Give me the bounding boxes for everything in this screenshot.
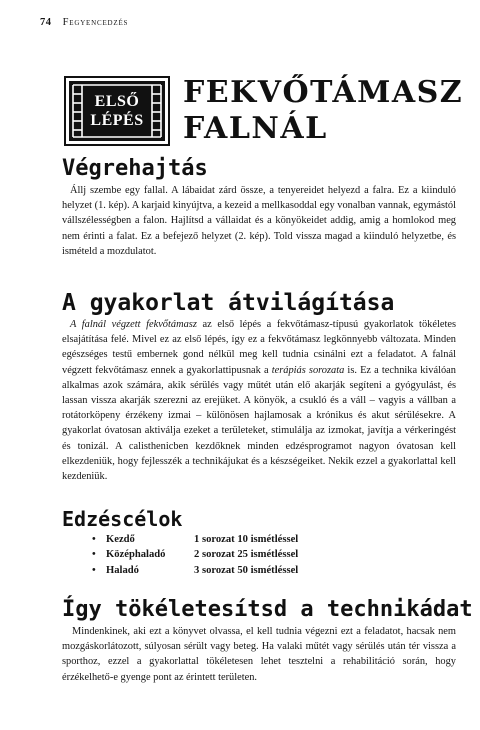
overview-text-b: is. Ez a technika kiválóan alkalmas azok számára, akik sérülés vagy műtét után elő akarják segíteni a gyógyulást, és lassan vissza akarják szerezni az erejüket. A könyök, a csukló és a váll – vagyis a vállban a rotátorköpeny érzékeny izmai – különösen hajlamosak a krónikus és akut sérülésekre. A gyakorlat óvatosan aktiválja ezeket a területeket, stimulálja az izmokat, javítja a vérkeringést és tonizál. A calisthenicben kezdőknek minden edzésprogramot nagyon óvatosan kell elkezdeniük, hogy fejlesszék a technikájukat és a készségeiket. Nekik ezzel a gyakorlattal kell kezdeniük. bbox=[62, 364, 456, 483]
technique-text: Mindenkinek, aki ezt a könyvet olvassa, el kell tudnia végezni ezt a feladatot, hacsak nem mozgáskorlátozott, súlyosan sérült vagy beteg. Ha valaki műtét vagy sérülés után tér vissza a sporthoz, ezzel a gyakorlattal tökéletesen lehet tesztelni a rehabilitáció során, hogy érzékelhető-e gyenge pont az érintett területen. bbox=[62, 626, 456, 683]
goal-item bbox=[92, 563, 298, 578]
goal-target: 3 sorozat 50 ismétléssel bbox=[194, 564, 299, 576]
overview-text bbox=[62, 317, 456, 484]
goal-level: Kezdő bbox=[106, 534, 135, 545]
running-title: Fegyencedzés bbox=[62, 17, 129, 28]
running-header bbox=[40, 17, 128, 28]
badge-line-1: ELSŐ bbox=[94, 93, 140, 110]
execution-text: Állj szembe egy fallal. A lábaidat zárd össze, a tenyereidet helyezd a falra. Ez a kiinduló helyzet (1. kép). A karjaid kinyújtva, a kezeid a mellkasoddal egy vonalban vannak, egymástól vállszélességben a falon. Hajlítsd a vállaidat és a könyökeidet addig, amig a homlokod meg nem érinti a falat. Ez a befejező helyzet (2. kép). Told vissza magad a kiinduló helyzetbe, és ismételd a mozdulatot. bbox=[62, 185, 456, 257]
goal-level: Középhaladó bbox=[106, 549, 166, 561]
heading-execution: Végrehajtás bbox=[62, 156, 208, 181]
goal-item bbox=[92, 532, 298, 547]
goal-target: 2 sorozat 25 ismétléssel bbox=[194, 549, 299, 561]
goal-target: 1 sorozat 10 ismétléssel bbox=[194, 534, 299, 545]
overview-text-a: az első lépés a fekvőtámasz-típusú gyakorlatok tökéletes elsajátítása felé. Mivel ez az első lépés, így ez a fekvőtámasz legkönnyebb változata. Minden egészséges testű embernek gond nélkül meg kell tudnia csinálni ezt a feladatot. A falnál végzett fekvőtámasz ennek a gyakorlattipusnak a bbox=[62, 319, 456, 376]
overview-intro-italic: A falnál végzett fekvőtámasz bbox=[70, 319, 197, 330]
overview-italic-term: terápiás sorozata bbox=[271, 364, 345, 376]
badge-label bbox=[64, 76, 170, 146]
heading-overview: A gyakorlat átvilágítása bbox=[62, 290, 395, 316]
title-line-1: FEKVŐTÁMASZ bbox=[183, 75, 464, 110]
heading-technique: Így tökéletesítsd a technikádat bbox=[62, 597, 473, 622]
goal-item bbox=[92, 547, 298, 562]
goals-list bbox=[92, 532, 298, 578]
exercise-title bbox=[183, 76, 473, 146]
page-number: 74 bbox=[40, 17, 52, 28]
step-badge bbox=[64, 76, 170, 146]
bullet: • bbox=[92, 549, 96, 561]
title-line-2: FALNÁL bbox=[183, 111, 328, 146]
badge-line-2: LÉPÉS bbox=[90, 112, 144, 129]
goal-level: Haladó bbox=[106, 564, 139, 576]
bullet: • bbox=[92, 564, 96, 576]
bullet: • bbox=[92, 534, 96, 545]
heading-goals: Edzéscélok bbox=[62, 507, 183, 531]
